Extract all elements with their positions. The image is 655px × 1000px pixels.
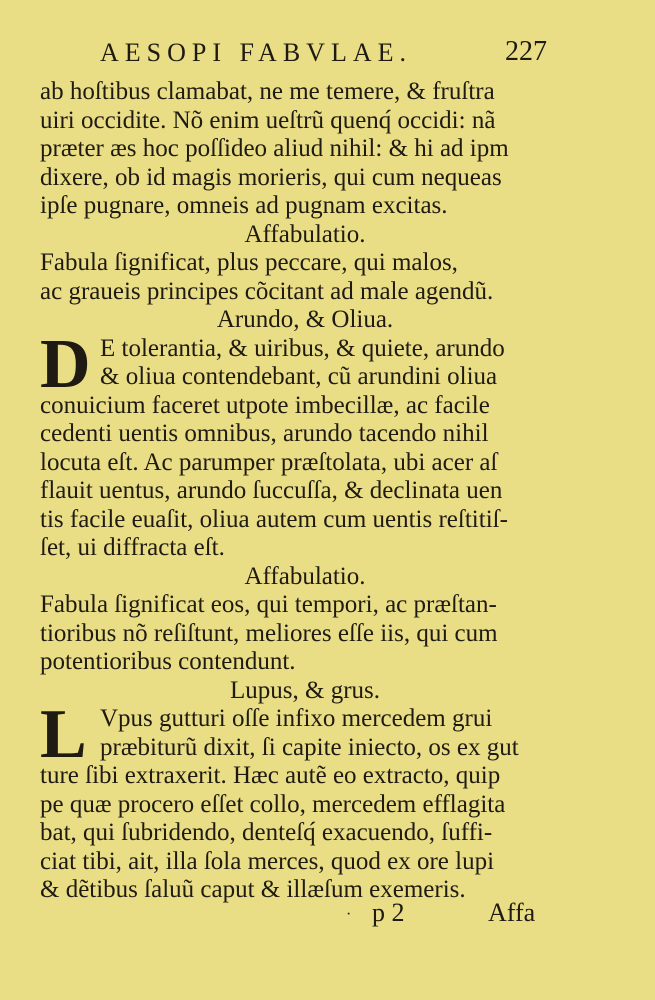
page-footer: [0, 898, 655, 938]
text-line: flauit uentus, arundo ſuccuſſa, & declinata uen: [40, 477, 503, 504]
text-line: ipſe pugnare, omneis ad pugnam excitas.: [40, 192, 448, 219]
affabulatio-heading: Affabulatio.: [244, 220, 366, 248]
fable-title: Arundo, & Oliua.: [216, 306, 394, 333]
text-line: præter æs hoc poſſideo aliud nihil: & hi ad ipm: [40, 135, 509, 162]
affabulatio-heading: Affabulatio.: [244, 562, 366, 590]
running-title: AESOPI FABVLAE.: [100, 38, 412, 67]
text-line: uiri occidite. Nõ enim ueſtrũ quenq́ occidi: nã: [40, 106, 496, 134]
text-line: cedenti uentis omnibus, arundo tacendo nihil: [40, 420, 489, 447]
text-line: potentioribus contendunt.: [40, 648, 296, 675]
text-line: ab hoſtibus clamabat, ne me temere, & fruſtra: [40, 78, 495, 105]
signature-mark: p 2: [372, 898, 405, 927]
text-line: tis facile euaſit, oliua autem cum uentis reſtitiſ-: [40, 505, 508, 533]
text-line: ſet, ui diffracta eſt.: [40, 534, 225, 561]
text-line: Fabula ſignificat eos, qui tempori, ac præſtan-: [40, 591, 497, 618]
text-line: ciat tibi, ait, illa ſola merces, quod ex ore lupi: [40, 847, 495, 875]
drop-cap: D: [40, 325, 91, 403]
text-line: ac graueis principes cõcitant ad male agendũ.: [40, 277, 494, 305]
drop-cap: L: [40, 696, 87, 773]
text-line: Fabula ſignificat, plus peccare, qui malos,: [40, 249, 458, 276]
text-line: & dẽtibus ſaluũ caput & illæſum exemeris.: [40, 876, 466, 903]
fable-paragraph: [40, 696, 560, 905]
text-line: & oliua contendebant, cũ arundini oliua: [100, 363, 498, 390]
fable-title: Lupus, & grus.: [230, 676, 380, 704]
text-block: [40, 78, 560, 905]
page-number: 227: [505, 36, 547, 67]
text-line: locuta eſt. Ac parumper præſtolata, ubi acer aſ: [40, 448, 498, 476]
text-line: pe quæ procero eſſet collo, mercedem efflagita: [40, 790, 506, 818]
text-line: E tolerantia, & uiribus, & quiete, arundo: [100, 334, 505, 362]
text-line: præbiturũ dixit, ſi capite iniecto, os ex gut: [100, 733, 519, 761]
page-header: [0, 38, 655, 78]
catchword: Affa: [488, 898, 536, 927]
text-line: bat, qui ſubridendo, denteſq́ exacuendo, ſuffi-: [40, 819, 493, 846]
text-line: conuicium faceret utpote imbecillæ, ac facile: [40, 391, 490, 419]
ornament-dot: ·: [346, 906, 352, 923]
text-line: ture ſibi extraxerit. Hæc autẽ eo extracto, quip: [40, 762, 501, 789]
text-line: dixere, ob id magis morieris, qui cum nequeas: [40, 163, 502, 191]
text-line: tioribus nõ reſiſtunt, meliores eſſe iis, qui cum: [40, 619, 498, 647]
text-line: Vpus gutturi oſſe infixo mercedem grui: [100, 705, 493, 732]
fable-paragraph: [40, 325, 560, 563]
